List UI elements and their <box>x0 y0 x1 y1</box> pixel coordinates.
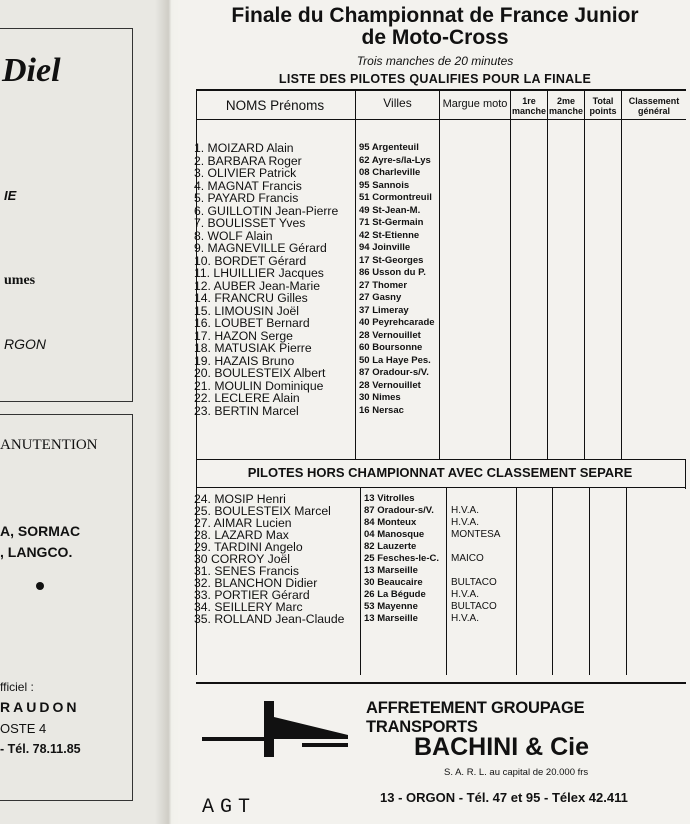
separate-title: PILOTES HORS CHAMPIONNAT AVEC CLASSEMENT SEPARE <box>247 465 633 480</box>
left-fragment-diel: Diel <box>2 52 61 89</box>
pilot-city: 86 Usson du P. <box>359 267 426 278</box>
col-head-class <box>622 96 686 116</box>
pilot-city: 28 Vernouillet <box>359 329 421 341</box>
pilot-city: 71 St-Germain <box>359 217 424 228</box>
separate-pilot-name: 28. LAZARD Max <box>194 528 289 542</box>
pilot-name: 4. MAGNAT Francis <box>194 178 302 193</box>
pilot-name: 2. BARBARA Roger <box>194 153 302 168</box>
separate-pilot-city: 25 Fesches-le-C. <box>364 553 439 564</box>
pilot-name: 23. BERTIN Marcel <box>194 403 299 418</box>
pilot-city: 42 St-Etienne <box>359 229 420 241</box>
pilot-city: 95 Sannois <box>359 179 410 191</box>
left-fragment-manutention: ANUTENTION <box>0 437 98 453</box>
pilot-name: 17. HAZON Serge <box>194 328 293 343</box>
col-divider-total <box>584 89 585 459</box>
separate-pilot-city: 53 Mayenne <box>364 601 418 612</box>
left-fragment-rgon: RGON <box>4 336 46 352</box>
separate-pilot-name: 29. TARDINI Angelo <box>194 540 303 554</box>
sep-col-divider-cities <box>360 487 361 675</box>
left-fragment-tel: - Tél. 78.11.85 <box>0 742 81 756</box>
col-head-m2 <box>548 96 584 116</box>
pilot-name: 11. LHUILLIER Jacques <box>194 266 324 280</box>
left-fragment-poste: OSTE 4 <box>0 721 47 736</box>
ad-top-rule <box>196 682 686 684</box>
ad-tagline: AFFRETEMENT GROUPAGE TRANSPORTS <box>366 699 585 736</box>
col-head-total <box>585 96 621 116</box>
col-head-names: NOMS Prénoms <box>225 98 325 113</box>
pilot-name: 1. MOIZARD Alain <box>194 141 294 155</box>
separate-pilot-name: 35. ROLLAND Jean-Claude <box>194 612 345 626</box>
col-divider-cities <box>355 89 356 459</box>
bachini-logo-icon <box>202 695 352 765</box>
pilot-city: 50 La Haye Pes. <box>359 354 431 366</box>
separate-pilot-name: 34. SEILLERY Marc <box>194 600 303 614</box>
separate-pilot-city: 13 Vitrolles <box>364 493 415 504</box>
col-divider-m1 <box>510 89 511 459</box>
pilot-city: 87 Oradour-s/V. <box>359 367 429 378</box>
pilot-name: 9. MAGNEVILLE Gérard <box>194 241 327 255</box>
separate-pilot-city: 13 Marseille <box>364 565 418 576</box>
pilot-name: 6. GUILLOTIN Jean-Pierre <box>194 203 339 218</box>
separate-pilot-moto: H.V.A. <box>451 589 479 600</box>
pilot-city: 62 Ayre-s/la-Lys <box>359 154 431 166</box>
col-head-m1-line2: manche <box>511 106 546 116</box>
pilot-city: 95 Argenteuil <box>359 142 419 153</box>
separate-pilot-moto: BULTACO <box>451 601 497 612</box>
sep-col-divider-class <box>626 487 627 675</box>
table-top-rule <box>196 89 686 91</box>
separate-pilot-moto: H.V.A. <box>451 505 479 516</box>
left-page-fragment <box>0 0 160 824</box>
separate-pilot-name: 30 CORROY Joël <box>194 552 290 566</box>
pilot-city: 28 Vernouillet <box>359 379 421 391</box>
pilot-city: 08 Charleville <box>359 167 421 178</box>
pilot-name: 14. FRANCRU Gilles <box>194 291 308 305</box>
pilot-name: 20. BOULESTEIX Albert <box>194 366 326 380</box>
pilot-name: 19. HAZAIS Bruno <box>194 353 295 368</box>
ad-contact: 13 - ORGON - Tél. 47 et 95 - Télex 42.411 <box>380 790 628 805</box>
page-title-line2: de Moto-Cross <box>361 26 509 49</box>
left-fragment-ie: IE <box>4 188 17 203</box>
separate-pilot-city: 26 La Bégude <box>364 589 426 600</box>
col-head-m1 <box>511 96 547 116</box>
separate-pilot-moto: MONTESA <box>451 529 501 540</box>
col-head-m2-line1: 2me <box>556 96 575 106</box>
pilot-name: 10. BORDET Gérard <box>194 253 307 268</box>
left-bullet <box>36 582 44 590</box>
col-head-cities: Villes <box>383 96 412 110</box>
pilot-city: 94 Joinville <box>359 242 411 253</box>
col-head-total-line1: Total <box>592 96 614 106</box>
sep-col-divider-marque <box>446 487 447 675</box>
table-head-rule <box>196 119 686 120</box>
pilot-city: 51 Cormontreuil <box>359 192 432 203</box>
col-head-marque: Margue moto <box>442 98 508 110</box>
pilot-name: 5. PAYARD Francis <box>194 191 299 205</box>
ad-capital: S. A. R. L. au capital de 20.000 frs <box>444 767 589 778</box>
col-head-total-line2: points <box>589 106 617 116</box>
pilot-city: 30 Nimes <box>359 392 401 403</box>
sep-col-divider-total <box>589 487 590 675</box>
sep-col-divider-m2 <box>552 487 553 675</box>
separate-head-rule <box>196 487 686 488</box>
separate-pilot-moto: H.V.A. <box>451 613 479 624</box>
col-head-class-line1: Classement <box>628 96 680 106</box>
pilot-name: 8. WOLF Alain <box>194 228 273 243</box>
separate-pilot-name: 24. MOSIP Henri <box>194 492 286 506</box>
sep-col-divider-m1 <box>516 487 517 675</box>
ad-block <box>196 685 686 803</box>
left-fragment-sormac: A, SORMAC <box>0 523 81 539</box>
separate-pilot-moto: MAICO <box>451 553 484 564</box>
left-fragment-officiel: fficiel : <box>0 680 34 694</box>
pilot-city: 40 Peyrehcarade <box>359 317 435 328</box>
col-head-m2-line2: manche <box>548 106 583 116</box>
agt-logo: AGT <box>202 796 257 819</box>
left-fragment-raudon: RAUDON <box>0 699 80 715</box>
separate-pilot-name: 33. PORTIER Gérard <box>194 588 310 602</box>
col-divider-marque <box>439 89 440 459</box>
separate-pilot-city: 30 Beaucaire <box>364 577 423 588</box>
separate-pilot-city: 04 Manosque <box>364 529 425 540</box>
pilot-name: 21. MOULIN Dominique <box>194 378 324 393</box>
col-head-m1-line1: 1re <box>522 96 536 106</box>
separate-top-rule <box>196 459 686 460</box>
pilot-name: 16. LOUBET Bernard <box>194 316 310 330</box>
separate-pilot-city: 87 Oradour-s/V. <box>364 505 434 516</box>
pilot-name: 15. LIMOUSIN Joël <box>194 303 299 318</box>
ad-company-name: BACHINI & Cie <box>414 733 590 761</box>
separate-pilot-name: 31. SENES Francis <box>194 564 299 578</box>
page-subtitle: Trois manches de 20 minutes <box>356 54 514 68</box>
separate-pilot-name: 25. BOULESTEIX Marcel <box>194 504 331 518</box>
separate-right-border <box>685 459 686 489</box>
pilot-name: 18. MATUSIAK Pierre <box>194 341 312 355</box>
pilot-city: 60 Boursonne <box>359 342 423 353</box>
list-title: LISTE DES PILOTES QUALIFIES POUR LA FINALE <box>278 72 592 86</box>
separate-pilot-city: 84 Monteux <box>364 517 417 528</box>
page-title: Finale du Championnat de France Junior <box>231 4 639 27</box>
pilot-name: 3. OLIVIER Patrick <box>194 166 297 180</box>
pilot-name: 22. LECLERE Alain <box>194 391 300 405</box>
left-fragment-umes: umes <box>4 273 36 288</box>
col-head-class-line2: général <box>637 106 670 116</box>
separate-pilot-city: 82 Lauzerte <box>364 541 417 552</box>
pilot-city: 27 Gasny <box>359 292 402 303</box>
pilot-name: 7. BOULISSET Yves <box>194 216 306 230</box>
left-fragment-langco: , LANGCO. <box>0 544 73 560</box>
pilot-name: 12. AUBER Jean-Marie <box>194 278 320 293</box>
pilot-city: 49 St-Jean-M. <box>359 204 421 216</box>
pilot-city: 27 Thomer <box>359 279 408 291</box>
pilot-city: 37 Limeray <box>359 304 409 316</box>
separate-pilot-name: 27. AIMAR Lucien <box>194 516 292 530</box>
separate-pilot-city: 13 Marseille <box>364 613 418 624</box>
pilot-city: 17 St-Georges <box>359 254 424 266</box>
col-divider-m2 <box>547 89 548 459</box>
separate-pilot-moto: BULTACO <box>451 577 497 588</box>
col-divider-class <box>621 89 622 459</box>
pilot-city: 16 Nersac <box>359 404 404 416</box>
separate-pilot-name: 32. BLANCHON Didier <box>194 576 318 590</box>
separate-pilot-moto: H.V.A. <box>451 517 479 528</box>
